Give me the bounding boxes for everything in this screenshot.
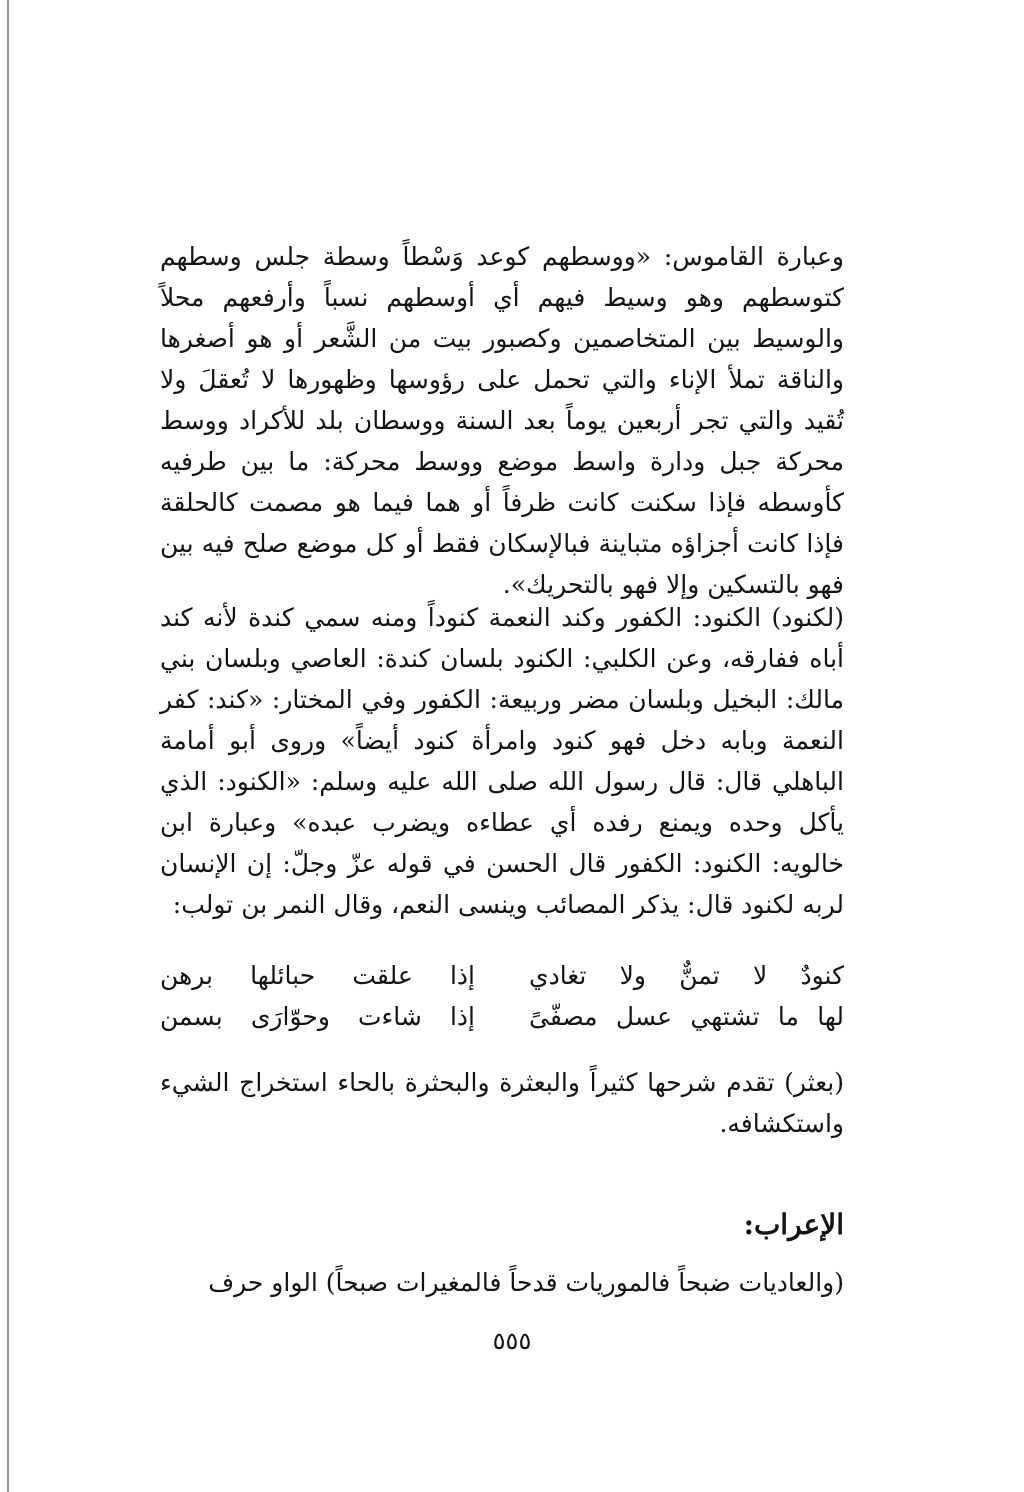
verse-first-hemistich: لها ما تشتهي عسل مصفّىً [529,1002,844,1031]
paragraph-baathar: (بعثر) تقدم شرحها كثيراً والبعثرة والبحثرة بالحاء استخراج الشيء واستكشافه. [160,1068,844,1138]
verse-second-hemistich: إذا شاءت وحوّارَى بسمن [160,1002,475,1031]
paragraph-qamus: وعبارة القاموس: «ووسطهم كوعد وَسْطاً وسطة جلس وسطهم كتوسطهم وهو وسيط فيهم أي أوسطهم نسباً وأرفعهم محلاً والوسيط بين المتخاصمين وكصبور بيت من الشَّعر أو هو أصغرها والناقة تملأ الإناء والتي تحمل على رؤوسها وظهورها لا تُعقلَ ولا تُقيد والتي تجر أربعين يوماً بعد السنة ووسطان بلد للأكراد ووسط محركة جبل ودارة واسط موضع ووسط محركة: ما بين طرفيه كأوسطه فإذا سكنت كانت ظرفاً أو هما فيما هو مصمت كالحلقة فإذا كانت أجزاؤه متباينة فبالإسكان فقط أو كل موضع صلح فيه بين فهو بالتسكين وإلا فهو بالتحريك». [160,242,844,599]
paragraph-irab-start: (والعاديات ضبحاً فالموريات قدحاً فالمغيرات صبحاً) الواو حرف [208,1268,844,1297]
verse-line [160,996,844,1037]
page-edge-rule [7,0,9,1492]
page-number: ٥٥٥ [492,1327,532,1355]
verse-first-hemistich: كنودٌ لا تمنٌّ ولا تغادي [529,961,844,990]
verse-line [160,955,844,996]
poem-verse [160,955,844,1037]
section-heading-irab: الإعراب: [743,1208,844,1241]
verse-second-hemistich: إذا علقت حبائلها برهن [160,961,475,990]
paragraph-kanud: (لكنود) الكنود: الكفور وكند النعمة كنوداً ومنه سمي كندة لأنه كند أباه ففارقه، وعن الكلبي: الكنود بلسان كندة: العاصي وبلسان بني مالك: البخيل وبلسان مضر وربيعة: الكفور وفي المختار: «كند: كفر النعمة وبابه دخل فهو كنود وامرأة كنود أيضاً» وروى أبو أمامة الباهلي قال: قال رسول الله صلى الله عليه وسلم: «الكنود: الذي يأكل وحده ويمنع رفده أي عطاءه ويضرب عبده» وعبارة ابن خالويه: الكنود: الكفور قال الحسن في قوله عزّ وجلّ: إن الإنسان لربه لكنود قال: يذكر المصائب وينسى النعم، وقال النمر بن تولب: [160,603,844,919]
